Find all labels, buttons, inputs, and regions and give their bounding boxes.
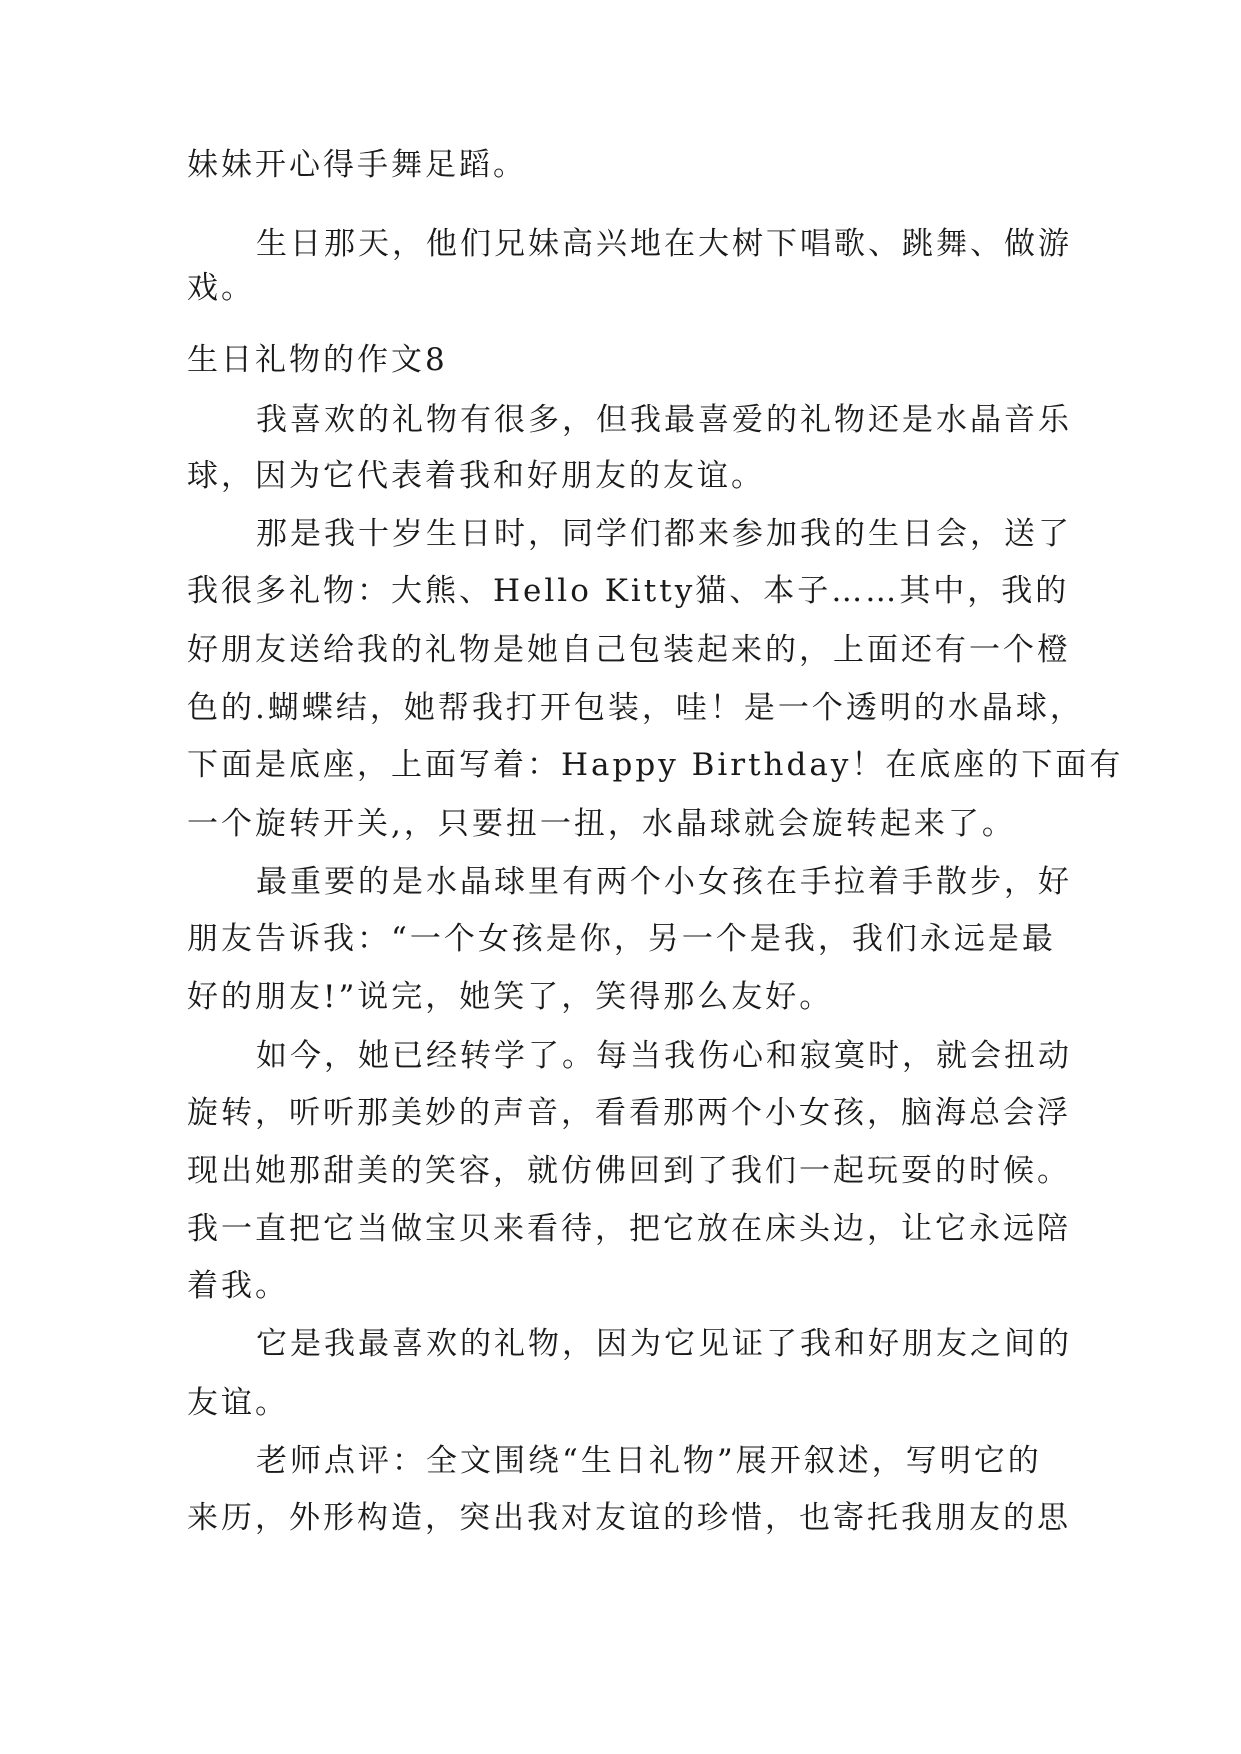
text-line: 朋友告诉我：“一个女孩是你，另一个是我，我们永远是最 xyxy=(187,921,1056,957)
text-line: 旋转，听听那美妙的声音，看看那两个小女孩，脑海总会浮 xyxy=(187,1095,1071,1131)
text-line: 如今，她已经转学了。每当我伤心和寂寞时，就会扭动 xyxy=(256,1038,1072,1074)
text-line: 着我。 xyxy=(187,1268,289,1304)
text-line: 老师点评：全文围绕“生日礼物”展开叙述，写明它的 xyxy=(256,1443,1042,1479)
section-heading: 生日礼物的作文8 xyxy=(187,342,448,378)
text-line: 一个旋转开关,，只要扭一扭，水晶球就会旋转起来了。 xyxy=(187,806,1016,842)
text-line: 我喜欢的礼物有很多，但我最喜爱的礼物还是水晶音乐 xyxy=(256,402,1072,438)
text-line: 最重要的是水晶球里有两个小女孩在手拉着手散步，好 xyxy=(256,864,1072,900)
text-line: 生日那天，他们兄妹高兴地在大树下唱歌、跳舞、做游 xyxy=(256,226,1072,262)
text-line: 下面是底座，上面写着：Happy Birthday！在底座的下面有 xyxy=(187,747,1124,783)
text-line: 友谊。 xyxy=(187,1385,289,1421)
text-line: 戏。 xyxy=(187,270,255,306)
text-line: 球，因为它代表着我和好朋友的友谊。 xyxy=(187,458,765,494)
text-line: 色的.蝴蝶结，她帮我打开包装，哇！是一个透明的水晶球， xyxy=(187,690,1084,726)
text-line: 来历，外形构造，突出我对友谊的珍惜，也寄托我朋友的思 xyxy=(187,1500,1071,1536)
text-line: 现出她那甜美的笑容，就仿佛回到了我们一起玩耍的时候。 xyxy=(187,1153,1071,1189)
text-line: 我很多礼物：大熊、Hello Kitty猫、本子……其中，我的 xyxy=(187,573,1070,609)
text-line: 好的朋友!”说完，她笑了，笑得那么友好。 xyxy=(187,979,834,1015)
text-line: 好朋友送给我的礼物是她自己包装起来的，上面还有一个橙 xyxy=(187,632,1071,668)
text-line: 妹妹开心得手舞足蹈。 xyxy=(187,147,527,183)
text-line: 它是我最喜欢的礼物，因为它见证了我和好朋友之间的 xyxy=(256,1326,1072,1362)
text-line: 我一直把它当做宝贝来看待，把它放在床头边，让它永远陪 xyxy=(187,1211,1071,1247)
text-line: 那是我十岁生日时，同学们都来参加我的生日会，送了 xyxy=(256,516,1072,552)
